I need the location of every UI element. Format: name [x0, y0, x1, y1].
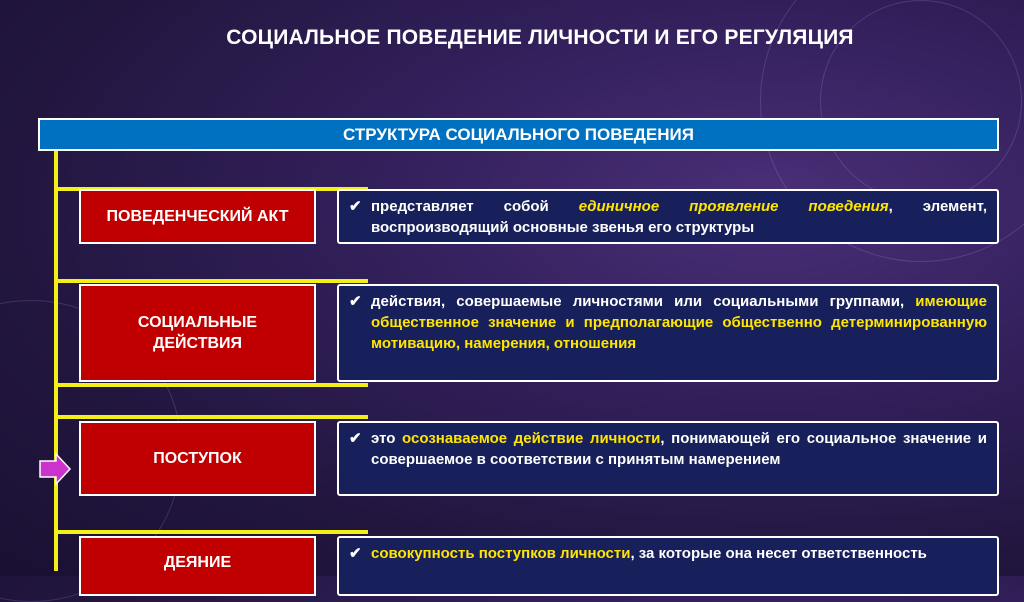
- definition-text: действия, совершаемые личностями или социальными группами, имеющие общественное значение и предполагающие общественно детерминированную мотивацию, намерения, отношения: [371, 293, 987, 352]
- term-deed: ПОСТУПОК: [79, 421, 316, 496]
- check-icon: ✔: [349, 293, 362, 310]
- connector-vertical: [54, 151, 58, 571]
- term-label: СОЦИАЛЬНЫЕ ДЕЙСТВИЯ: [137, 314, 258, 352]
- definition-behavioral-act: [337, 189, 999, 244]
- check-icon: ✔: [349, 198, 362, 215]
- definition-text: представляет собой единичное проявление поведения, элемент, воспроизводящий основные звенья его структуры: [371, 198, 987, 236]
- term-behavioral-act: ПОВЕДЕНЧЕСКИЙ АКТ: [79, 189, 316, 244]
- term-social-actions: [79, 284, 316, 382]
- connector-horizontal: [54, 530, 368, 534]
- connector-horizontal: [54, 279, 368, 283]
- definition-text: совокупность поступков личности, за которые она несет ответственность: [371, 545, 927, 562]
- definition-social-actions: [337, 284, 999, 382]
- definition-text: это осознаваемое действие личности, понимающей его социальное значение и совершаемое в соответствии с принятым намерением: [371, 430, 987, 468]
- structure-header: СТРУКТУРА СОЦИАЛЬНОГО ПОВЕДЕНИЯ: [38, 118, 999, 151]
- check-icon: ✔: [349, 430, 362, 447]
- slide-title: СОЦИАЛЬНОЕ ПОВЕДЕНИЕ ЛИЧНОСТИ И ЕГО РЕГУЛЯЦИЯ: [226, 26, 854, 49]
- right-arrow-icon: [38, 452, 72, 486]
- connector-horizontal: [54, 415, 368, 419]
- connector-horizontal: [54, 383, 368, 387]
- definition-act: [337, 536, 999, 596]
- definition-deed: [337, 421, 999, 496]
- term-act: ДЕЯНИЕ: [79, 536, 316, 596]
- check-icon: ✔: [349, 545, 362, 562]
